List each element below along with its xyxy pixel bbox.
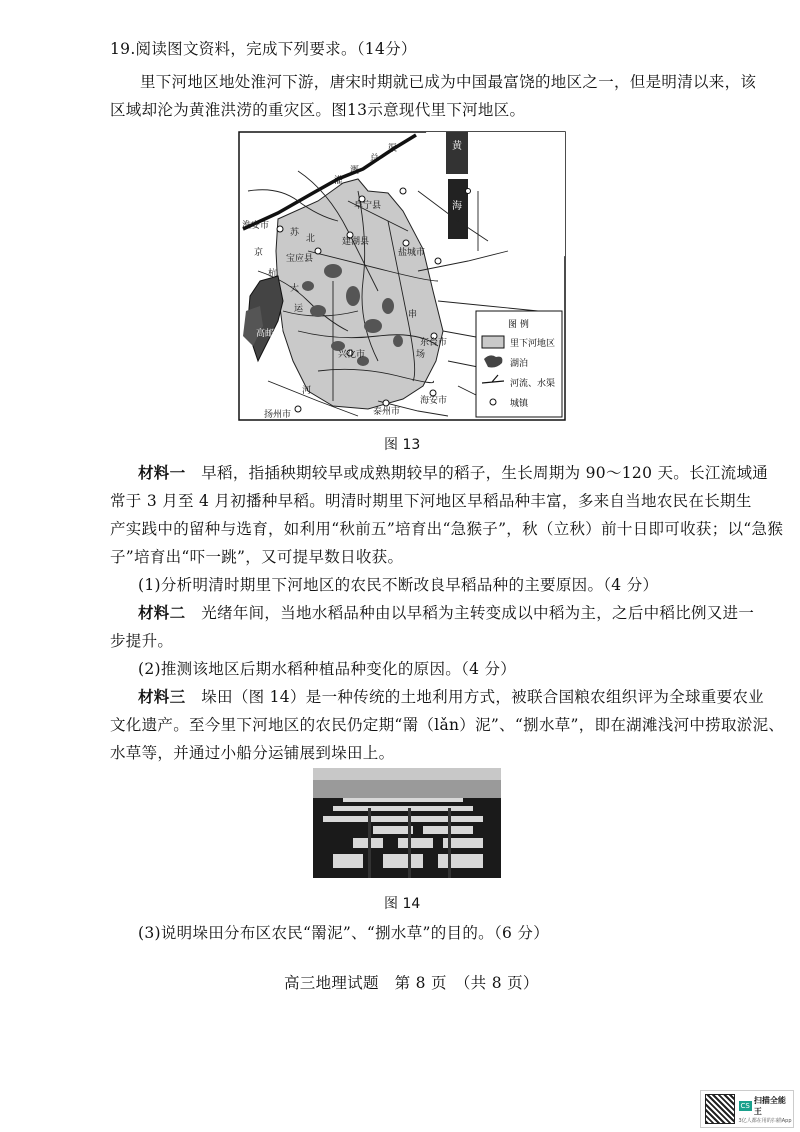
material1-text1: 早稻，指插秧期较早或成熟期较早的稻子，生长周期为 90～120 天。长江流域通 — [201, 464, 769, 482]
material2-line2: 步提升。 — [110, 632, 174, 650]
label-dongtai: 东台市 — [420, 338, 448, 348]
qr-code-icon — [705, 1094, 735, 1124]
material1-line2: 常于 3 月至 4 月初播种早稻。明清时期里下河地区早稻品种丰富，多来自当地农民在长期生 — [110, 492, 752, 510]
material2-label: 材料二 — [138, 603, 186, 622]
label-gaoyou-lake: 高邮湖 — [256, 329, 284, 339]
label-guan: 灌 — [334, 176, 344, 186]
legend-title: 图 例 — [508, 320, 529, 330]
label-zong: 总 — [370, 154, 380, 164]
legend-swatch-region — [482, 336, 504, 348]
figure-14-caption: 图 14 — [384, 896, 421, 912]
label-chuan: 串 — [408, 310, 418, 320]
material1-label: 材料一 — [138, 463, 186, 482]
intro-line-1: 里下河地区地处淮河下游，唐宋时期就已成为中国最富饶的地区之一，但是明清以来，该 — [140, 73, 757, 91]
legend-item-town: 城镇 — [510, 399, 529, 409]
cs-badge: CS — [740, 1101, 750, 1110]
duotian-photo-svg — [313, 768, 501, 878]
question-1: (1)分析明清时期里下河地区的农民不断改良早稻品种的主要原因。（4 分） — [138, 576, 659, 594]
question-header: 19.阅读图文资料，完成下列要求。（14分） — [110, 40, 417, 58]
label-chang: 场 — [416, 350, 426, 360]
label-hai: 海 — [452, 201, 462, 212]
label-he: 河 — [302, 386, 312, 396]
material2-line1 — [138, 602, 754, 624]
page-footer: 高三地理试题 第 8 页 （共 8 页） — [284, 974, 539, 992]
label-jing: 京 — [254, 248, 264, 258]
material3-text1: 垛田（图 14）是一种传统的土地利用方式，被联合国粮农组织评为全球重要农业 — [201, 688, 764, 706]
label-bei: 北 — [306, 234, 316, 244]
watermark-subtitle: 3亿人都在用的扫描App — [738, 1117, 792, 1124]
material2-text1: 光绪年间，当地水稻品种由以早稻为主转变成以中稻为主，之后中稻比例又进一 — [201, 604, 755, 622]
label-haian: 海安市 — [420, 396, 448, 406]
scanner-watermark — [700, 1090, 794, 1128]
material3-line2: 文化遗产。至今里下河地区的农民仍定期“罱（lǎn）泥”、“捌水草”，即在湖滩浅河中捞取淤泥、 — [110, 716, 785, 734]
label-gai: 溉 — [350, 166, 360, 176]
label-su: 苏 — [290, 228, 300, 238]
material3-line1 — [138, 686, 764, 708]
figure-13-caption: 图 13 — [384, 437, 421, 453]
label-qu: 渠 — [388, 144, 398, 154]
map-svg — [238, 131, 566, 421]
legend-item-lake: 湖泊 — [510, 359, 529, 369]
label-hang: 杭 — [268, 269, 278, 279]
label-huaian: 淮安市 — [242, 221, 270, 231]
label-yangzhou: 扬州市 — [264, 410, 292, 420]
legend-swatch-town — [490, 399, 496, 405]
question-3: (3)说明垛田分布区农民“罱泥”、“捌水草”的目的。（6 分） — [138, 924, 549, 942]
intro-line-2: 区域却沦为黄淮洪涝的重灾区。图13示意现代里下河地区。 — [110, 101, 526, 119]
label-baoying: 宝应县 — [286, 254, 314, 264]
question-2: (2)推测该地区后期水稻种植品种变化的原因。（4 分） — [138, 660, 517, 678]
sea-strip-huang — [446, 132, 468, 174]
legend-item-river: 河流、水渠 — [510, 379, 556, 389]
label-da: 大 — [290, 284, 300, 294]
map-legend — [476, 311, 562, 417]
material1-line1 — [138, 462, 768, 484]
label-huang: 黄 — [452, 141, 462, 152]
legend-item-region: 里下河地区 — [510, 339, 556, 349]
material3-line3: 水草等，并通过小船分运铺展到垛田上。 — [110, 744, 395, 762]
label-taizhou: 泰州市 — [373, 407, 401, 417]
label-yancheng: 盐城市 — [398, 248, 426, 258]
label-yun: 运 — [294, 304, 304, 314]
material1-line3: 产实践中的留种与选育，如利用“秋前五”培育出“急猴子”，秋（立秋）前十日即可收获；以“急猴 — [110, 520, 784, 538]
figure-13-map — [238, 131, 566, 421]
material1-line4: 子”培育出“吓一跳”，又可提早数日收获。 — [110, 548, 404, 566]
figure-14-photo — [313, 768, 501, 878]
material3-label: 材料三 — [138, 687, 186, 706]
label-jianhu: 建湖县 — [342, 237, 370, 247]
watermark-title: 扫描全能王 — [753, 1095, 786, 1116]
label-funing: 阜宁县 — [354, 201, 382, 211]
label-xinghua: 兴化市 — [338, 350, 366, 360]
